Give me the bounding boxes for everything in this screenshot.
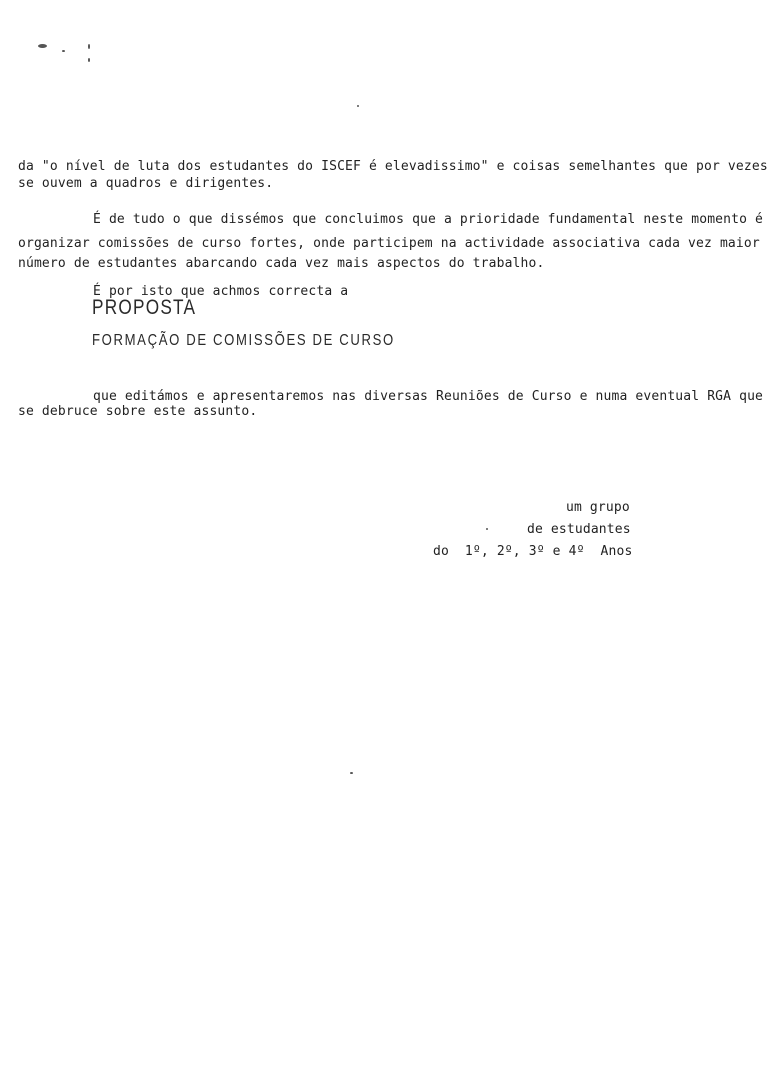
signature-line-1: um grupo — [566, 500, 630, 515]
scan-speck — [357, 105, 359, 107]
handwritten-subtitle: FORMAÇÃO DE COMISSÕES DE CURSO — [92, 332, 395, 349]
signature-line-2: de estudantes — [527, 522, 631, 537]
scan-speck — [88, 44, 90, 49]
handwritten-title: PROPOSTA — [92, 296, 197, 319]
paragraph-2-line-1: É de tudo o que dissémos que concluimos que a prioridade fundamental neste momento é — [93, 212, 764, 227]
paragraph-2-line-2: organizar comissões de curso fortes, onde participem na actividade associativa cada vez maior — [18, 236, 760, 251]
paragraph-1-line-1: da "o nível de luta dos estudantes do ISCEF é elevadissimo" e coisas semelhantes que por vezes — [18, 159, 768, 174]
paragraph-3-line-1: É por isto que achmos correcta a — [93, 284, 349, 299]
scan-speck — [38, 44, 47, 48]
signature-line-3: do 1º, 2º, 3º e 4º Anos — [433, 544, 633, 559]
scan-speck — [62, 50, 65, 52]
scan-speck — [486, 528, 488, 530]
scan-speck — [88, 58, 90, 62]
paragraph-2-line-3: número de estudantes abarcando cada vez mais aspectos do trabalho. — [18, 256, 545, 271]
paragraph-4-line-1: que editámos e apresentaremos nas diversas Reuniões de Curso e numa eventual RGA que — [93, 389, 764, 404]
paragraph-4-line-2: se debruce sobre este assunto. — [18, 404, 258, 419]
paragraph-1-line-2: se ouvem a quadros e dirigentes. — [18, 176, 274, 191]
scan-speck — [350, 772, 353, 774]
